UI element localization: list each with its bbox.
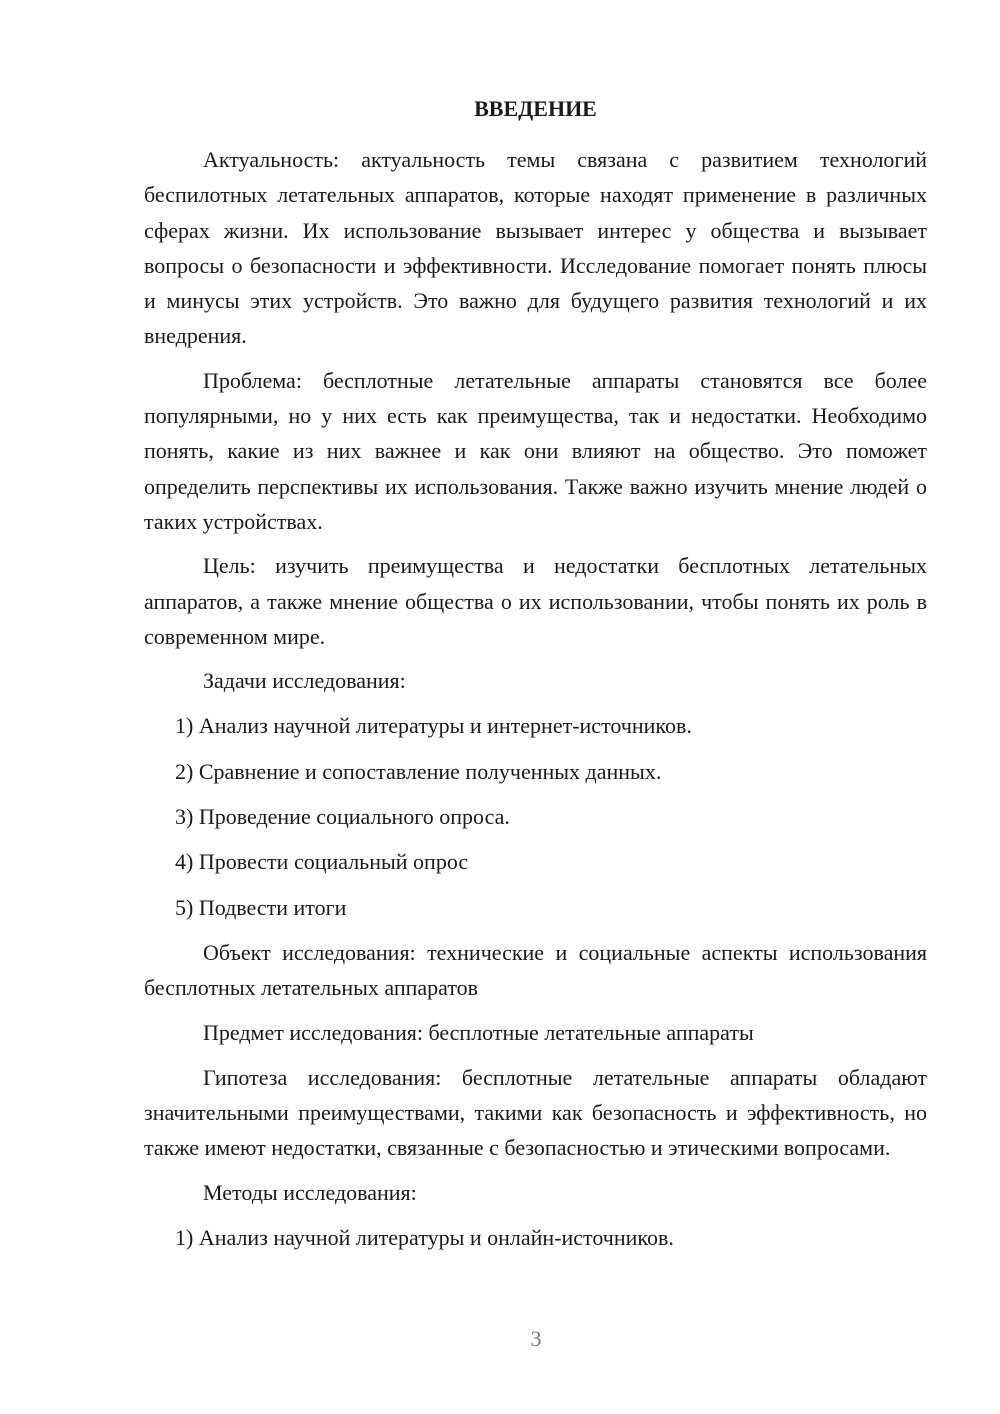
relevance-paragraph: Актуальность: актуальность темы связана с развитием технологий беспилотных летательных аппаратов, которые находят применение в различных сферах жизни. Их использование вызывает интерес у общества и вызывает вопросы о безопасности и эффективности. Исследование помогает понять плюсы и минусы этих устройств. Это важно для будущего развития технологий и их внедрения. xyxy=(144,147,927,349)
hypothesis-paragraph: Гипотеза исследования: бесплотные летательные аппараты обладают значительными преимуществами, такими как безопасность и эффективность, но также имеют недостатки, связанные с безопасностью и этическими вопросами. xyxy=(144,1064,927,1161)
object-paragraph: Объект исследования: технические и социальные аспекты использования бесплотных летательных аппаратов xyxy=(144,939,927,1001)
problem-paragraph: Проблема: бесплотные летательные аппараты становятся все более популярными, но у них есть как преимущества, так и недостатки. Необходимо понять, какие из них важнее и как они влияют на общество. Это поможет определить перспективы их использования. Также важно изучить мнение людей о таких устройствах. xyxy=(144,367,927,534)
task-item-4: 4) Провести социальный опрос xyxy=(175,849,469,875)
section-title: ВВЕДЕНИЕ xyxy=(474,96,597,121)
task-item-2: 2) Сравнение и сопоставление полученных данных. xyxy=(175,758,662,784)
tasks-heading: Задачи исследования: xyxy=(203,668,406,694)
page-content xyxy=(144,94,927,1265)
methods-heading: Методы исследования: xyxy=(203,1179,417,1205)
task-item-3: 3) Проведение социального опроса. xyxy=(175,804,510,830)
method-item-1: 1) Анализ научной литературы и онлайн-источников. xyxy=(175,1225,674,1251)
subject-line: Предмет исследования: бесплотные летательные аппараты xyxy=(203,1019,754,1045)
task-item-1: 1) Анализ научной литературы и интернет-источников. xyxy=(175,713,692,739)
goal-paragraph: Цель: изучить преимущества и недостатки бесплотных летательных аппаратов, а также мнение общества о их использовании, чтобы понять их роль в современном мире. xyxy=(144,553,927,649)
page-number: 3 xyxy=(530,1326,542,1351)
task-item-5: 5) Подвести итоги xyxy=(175,894,347,920)
